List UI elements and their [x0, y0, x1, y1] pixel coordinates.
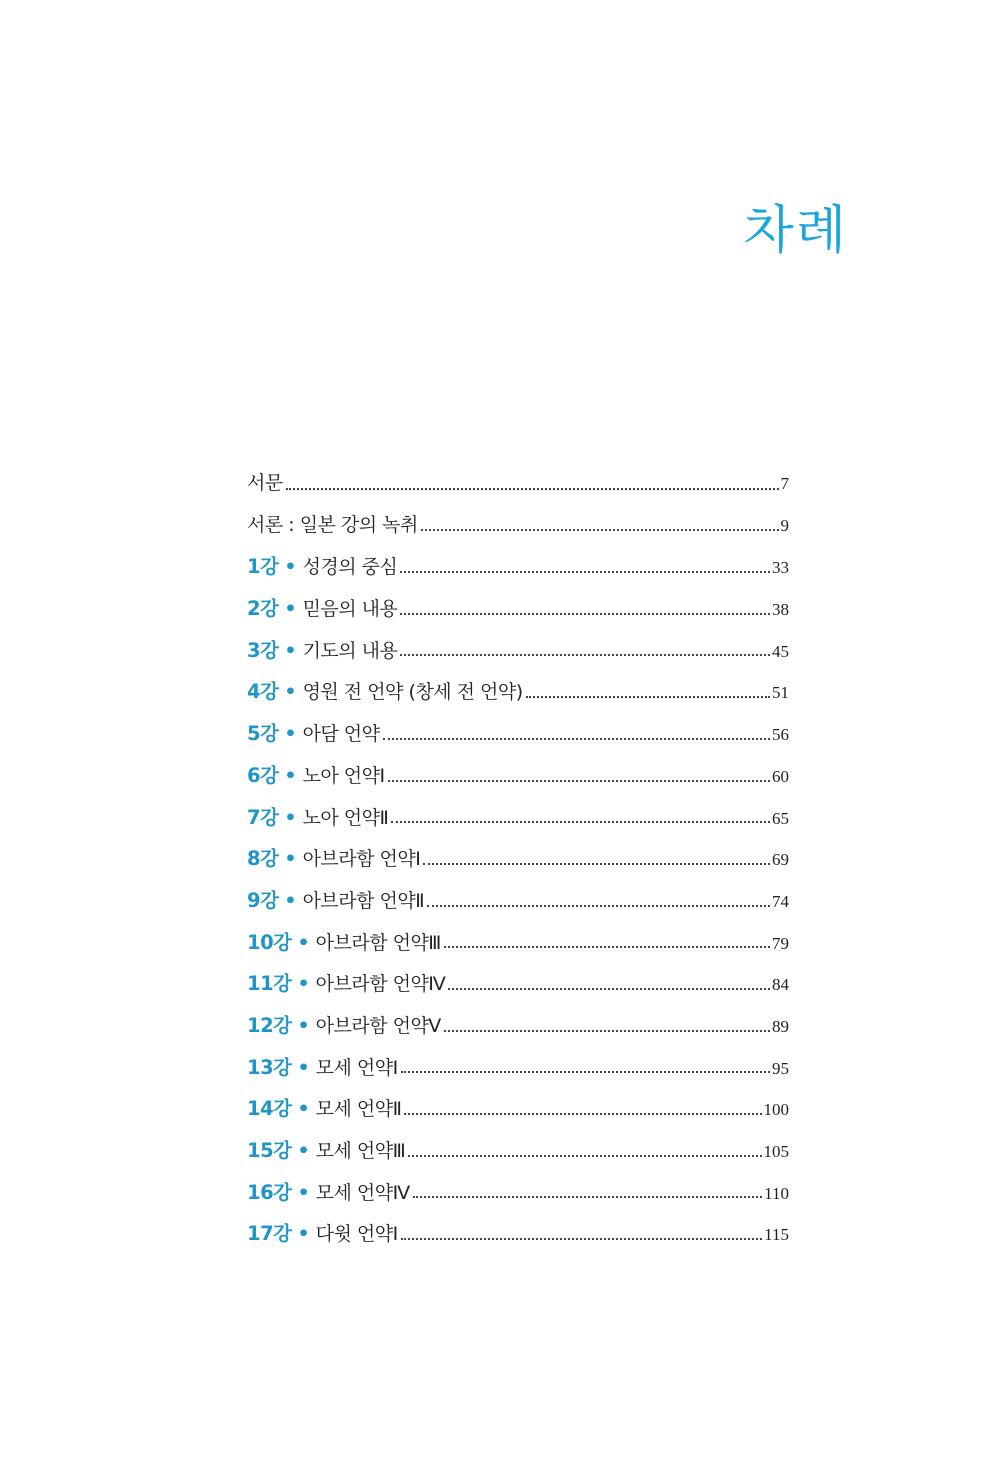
chapter-number: 2강 [247, 597, 279, 621]
bullet-separator: • [297, 973, 310, 996]
toc-entry[interactable] [247, 463, 789, 505]
bullet-separator: • [297, 1140, 310, 1162]
page-number: 115 [764, 1225, 789, 1245]
bullet-separator: • [284, 556, 297, 579]
page-number: 95 [772, 1058, 789, 1078]
dot-leader [400, 571, 770, 573]
entry-title: 영원 전 언약 (창세 전 언약) [302, 681, 523, 704]
page-number: 89 [772, 1016, 789, 1036]
dot-leader [388, 780, 770, 782]
entry-title: 성경의 중심 [302, 556, 398, 579]
toc-entry[interactable] [247, 588, 789, 630]
toc-entry[interactable] [247, 922, 789, 964]
entry-title: 아담 언약 [302, 723, 380, 746]
bullet-separator: • [284, 681, 297, 704]
entry-title: 믿음의 내용 [302, 598, 398, 621]
chapter-number: 15강 [247, 1139, 292, 1162]
chapter-number: 4강 [247, 680, 279, 704]
page-number: 69 [772, 850, 789, 870]
toc-entry[interactable] [247, 1047, 789, 1089]
bullet-separator: • [284, 723, 297, 746]
bullet-separator: • [284, 639, 297, 662]
dot-leader [400, 654, 770, 656]
page-number: 84 [772, 975, 789, 995]
entry-title: 아브라함 언약Ⅳ [315, 973, 446, 996]
entry-title: 다윗 언약Ⅰ [315, 1223, 398, 1246]
entry-title: 서론 : 일본 강의 녹취 [247, 513, 418, 536]
toc-entry[interactable] [247, 546, 789, 588]
page-number: 38 [772, 600, 789, 620]
chapter-number: 13강 [247, 1055, 292, 1079]
dot-leader [423, 863, 770, 865]
dot-leader [408, 1155, 761, 1157]
toc-entry[interactable] [247, 1213, 789, 1255]
chapter-number: 12강 [247, 1013, 292, 1037]
toc-entry[interactable] [247, 1130, 789, 1172]
chapter-number: 17강 [247, 1222, 292, 1246]
chapter-number: 1강 [247, 555, 279, 579]
toc-entry[interactable] [247, 630, 789, 672]
entry-title: 아브라함 언약Ⅲ [315, 931, 441, 954]
dot-leader [404, 1113, 761, 1115]
dot-leader [401, 1071, 770, 1073]
page-number: 9 [780, 515, 789, 535]
page-number: 79 [772, 933, 789, 953]
chapter-number: 8강 [247, 847, 279, 871]
toc-entry[interactable] [247, 1172, 789, 1214]
dot-leader [286, 488, 779, 490]
toc-entry[interactable] [247, 505, 789, 547]
chapter-number: 10강 [247, 930, 292, 954]
dot-leader [448, 988, 770, 990]
toc-entry[interactable] [247, 1005, 789, 1047]
toc-entry[interactable] [247, 880, 789, 922]
bullet-separator: • [284, 598, 297, 621]
chapter-number: 14강 [247, 1097, 292, 1121]
bullet-separator: • [284, 889, 297, 912]
page-title: 차례 [743, 201, 848, 261]
toc-entry[interactable] [247, 1088, 789, 1130]
page-number: 51 [772, 683, 789, 703]
dot-leader [526, 696, 770, 698]
page-number: 65 [772, 808, 789, 828]
entry-title: 기도의 내용 [302, 639, 398, 662]
page-number: 45 [772, 641, 789, 661]
dot-leader [401, 1238, 762, 1240]
bullet-separator: • [297, 1014, 310, 1037]
bullet-separator: • [284, 764, 297, 787]
bullet-separator: • [297, 1223, 310, 1246]
toc-entry[interactable] [247, 838, 789, 880]
bullet-separator: • [297, 1056, 310, 1079]
entry-title: 모세 언약Ⅱ [315, 1098, 402, 1121]
bullet-separator: • [284, 806, 297, 829]
page-number: 110 [764, 1183, 789, 1203]
entry-title: 노아 언약Ⅱ [302, 806, 389, 829]
entry-title: 아브라함 언약Ⅱ [302, 889, 425, 912]
chapter-number: 6강 [247, 763, 279, 787]
entry-title: 모세 언약Ⅰ [315, 1056, 398, 1079]
dot-leader [421, 529, 779, 531]
dot-leader [427, 905, 770, 907]
chapter-number: 16강 [247, 1180, 292, 1204]
bullet-separator: • [297, 931, 310, 954]
page-number: 56 [772, 725, 789, 745]
toc-entry[interactable] [247, 963, 789, 1005]
dot-leader [444, 1030, 770, 1032]
entry-title: 아브라함 언약Ⅰ [302, 848, 421, 871]
dot-leader [391, 821, 770, 823]
entry-title: 아브라함 언약Ⅴ [315, 1014, 441, 1037]
toc-entry[interactable] [247, 755, 789, 797]
entry-title: 서문 [247, 472, 283, 494]
chapter-number: 5강 [247, 722, 279, 746]
page-number: 74 [772, 891, 789, 911]
entry-title: 노아 언약Ⅰ [302, 764, 385, 787]
page-number: 105 [763, 1142, 789, 1161]
chapter-number: 3강 [247, 638, 279, 662]
bullet-separator: • [297, 1098, 310, 1121]
bullet-separator: • [284, 848, 297, 871]
chapter-number: 7강 [247, 805, 279, 829]
entry-title: 모세 언약Ⅳ [315, 1181, 410, 1204]
bullet-separator: • [297, 1181, 310, 1204]
page-number: 60 [772, 766, 789, 786]
dot-leader [400, 613, 770, 615]
page-number: 7 [780, 474, 789, 493]
page-number: 100 [763, 1100, 789, 1120]
dot-leader [383, 738, 770, 740]
chapter-number: 11강 [247, 972, 292, 996]
entry-title: 모세 언약Ⅲ [315, 1140, 406, 1162]
chapter-number: 9강 [247, 888, 279, 912]
dot-leader [413, 1196, 762, 1198]
toc-entry[interactable] [247, 713, 789, 755]
table-of-contents [247, 463, 789, 1255]
page-number: 33 [772, 558, 789, 578]
toc-entry[interactable] [247, 797, 789, 839]
toc-entry[interactable] [247, 671, 789, 713]
dot-leader [444, 946, 770, 948]
